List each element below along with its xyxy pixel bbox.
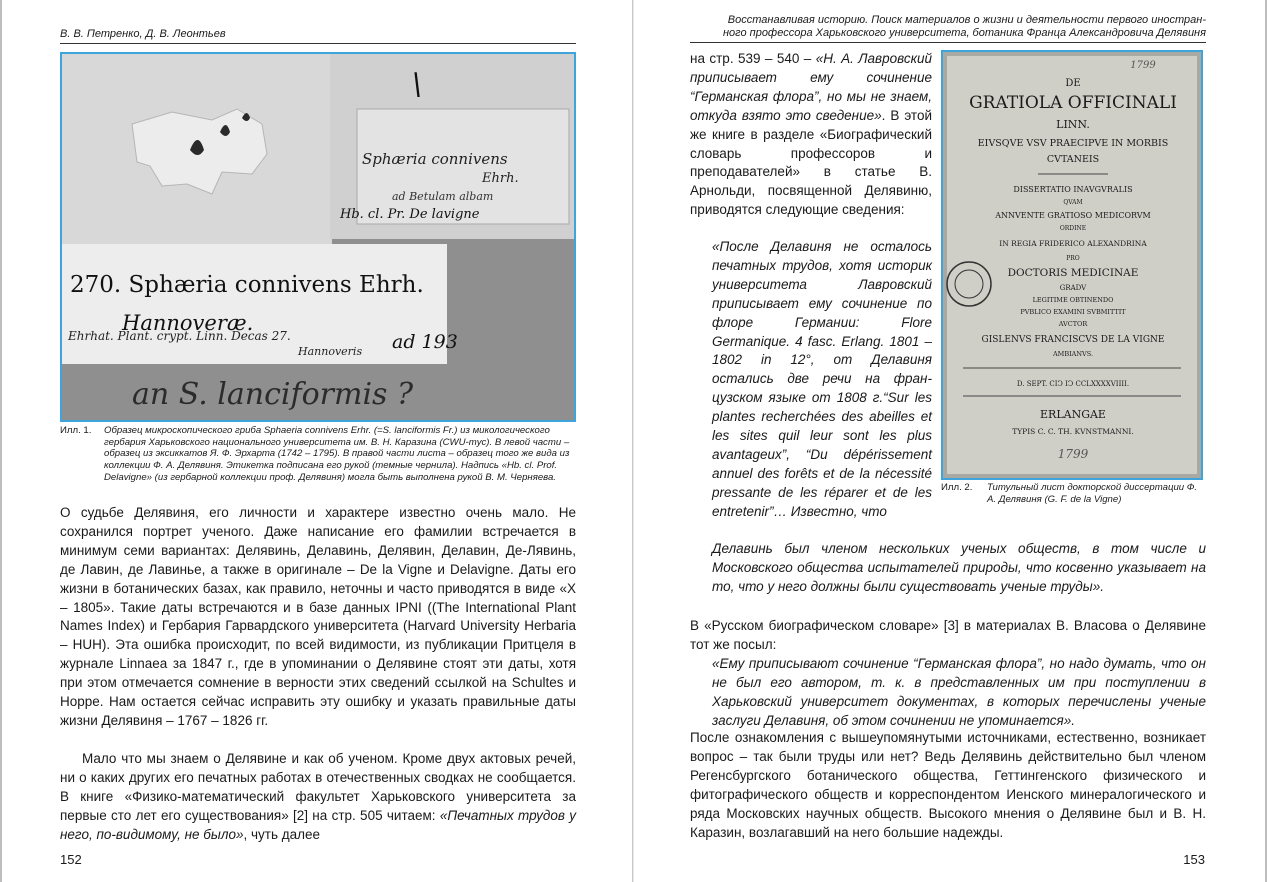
inline-quote: «Н. А. Лавровский приписывает ему сочинение “Германская флора”, но мы не знаем, откуда взято это сведение» xyxy=(690,51,932,123)
paragraph-text: на стр. 539 – 540 – xyxy=(690,51,816,66)
caption-number: Илл. 2. xyxy=(941,482,973,493)
figure-1-caption xyxy=(60,425,576,497)
right-page xyxy=(634,0,1267,882)
title-line: GISLENVS FRANCISCVS DE LA VIGNE xyxy=(981,335,1165,345)
label-main-text: 270. Sphæria connivens Ehrh. xyxy=(70,272,424,298)
block-quote: Делавинь был членом нескольких ученых обществ, в том числе и Московского общества испытателей природы, что косвенно указывает на то, что у него должны были существовать ученые труды». xyxy=(712,541,1206,594)
title-line: DE xyxy=(1065,78,1081,89)
title-line: ERLANGAE xyxy=(1040,408,1106,421)
running-head: В. В. Петренко, Д. В. Леонтьев xyxy=(60,28,576,44)
paragraph-text: Мало что мы знаем о Делявине и как об ученом. Кроме двух актовых речей, ни о каких других его печатных работах в отечественных сводках не сообщается. В книге «Физико-математический факультет Харьковского университета за первые сто лет его существования» [2] на стр. 505 читаем: xyxy=(60,751,576,823)
svg-text:\: \ xyxy=(412,67,423,102)
small-label-line: Hb. cl. Pr. De lavigne xyxy=(340,207,480,222)
pencil-note: 1799 xyxy=(1130,60,1156,71)
title-line: CVTANEIS xyxy=(1046,154,1100,165)
title-line: ANNVENTE GRATIOSO MEDICORVM xyxy=(995,211,1151,220)
caption-text: Образец микроскопического гриба Sphaeria connivens Erhr. (=S. lanciformis Fr.) из микологического гербария Харьковского национального университета им. В. Н. Каразина (CWU-myc). В левой части – образец из эксиккатов Я. Ф. Эрхарта (1742 – 1795). В правой части листа – образец того же вида из коллекции Ф. А. Делявиня. Этикетка подписана его рукой (темные чернила). Надпись «Hb. cl. Prof. Delavigne» (из гербарной коллекции проф. Делявиня) могла быть выполнена рукой В. М. Черняева. xyxy=(104,425,570,483)
handwriting-line: Ehrhat. Plant. crypt. Linn. Decas 27. xyxy=(68,329,291,343)
block-quote: «Ему приписывают сочинение “Германская флора”, но надо думать, что он не был его автором, т. к. в представленных им при поступлении в Харьковский университет документах, в которых перечислены ученые заслуги Делавиня, об этом сочинении не упоминается». xyxy=(712,656,1206,728)
label-locality-text: Hannoveræ. xyxy=(122,311,254,335)
title-line: LEGITIME OBTINENDO xyxy=(1032,296,1114,304)
title-line: PVBLICO EXAMINI SVBMITTIT xyxy=(1020,308,1126,316)
title-line: EIVSQVE VSV PRAECIPVE IN MORBIS xyxy=(977,138,1169,149)
caption-number: Илл. 1. xyxy=(60,425,92,436)
handwriting-line: ad 193 xyxy=(392,331,458,353)
block-quote: «После Делавиня не осталось печатных трудов, хотя историк университета Лавровский приписывает ему сочинение по флоре Германии: Flore Germanique. 4 fasc. Erlang. 1801 – 1802 in 12°, от Делавиня остались две речи на французском языке от 1808 г.“Sur les plantes recherchées des abeilles et les sites quil leur sont les plus avantageux”, “Du dépérissement annuel des forêts et de la nécessité pressante de les réparer et de les entretenir”… Известно, что xyxy=(712,239,932,519)
title-line: QVAM xyxy=(1063,199,1083,206)
bottom-handwriting: an S. lanciformis ? xyxy=(132,377,414,412)
figure-2-caption xyxy=(941,482,1203,510)
title-line: DOCTORIS MEDICINAE xyxy=(1007,267,1139,279)
running-head xyxy=(690,14,1206,43)
title-line: AMBIANVS. xyxy=(1052,350,1094,358)
title-line: 1799 xyxy=(1057,447,1089,461)
title-line: IN REGIA FRIDERICO ALEXANDRINA xyxy=(999,239,1147,248)
title-line: PRO xyxy=(1066,255,1080,262)
page-edge xyxy=(0,0,2,882)
left-page xyxy=(0,0,633,882)
title-line: D. SEPT. CIↃ IↃ CCLXXXXVIIII. xyxy=(1016,380,1130,388)
inline-quote: «Печатных трудов у него, по-видимому, не было» xyxy=(60,807,576,842)
paragraph xyxy=(690,50,932,220)
title-line: GRADV xyxy=(1059,284,1087,292)
paragraph-text: , чуть далее xyxy=(243,826,321,842)
running-head-line: ного профессора Харьковского университета, ботаника Франца Александровича Делявиня xyxy=(723,27,1206,39)
small-label-line: ad Betulam albam xyxy=(392,190,494,203)
title-line: ORDINE xyxy=(1059,225,1087,232)
title-line: TYPIS C. C. TH. KVNSTMANNI. xyxy=(1012,427,1134,436)
herbarium-specimen-photo xyxy=(60,52,576,422)
title-line: GRATIOLA OFFICINALI xyxy=(969,93,1177,113)
title-line: DISSERTATIO INAVGVRALIS xyxy=(1013,185,1133,194)
handwriting-line: Hannoveris xyxy=(298,345,363,358)
small-label-line: Sphæria connivens xyxy=(362,150,508,168)
dissertation-title-page-photo xyxy=(941,50,1203,480)
paragraph xyxy=(60,750,576,845)
small-label-line: Ehrh. xyxy=(482,171,519,186)
running-head-line: Восстанавливая историю. Поиск материалов о жизни и деятельности первого иностран- xyxy=(727,14,1206,26)
paragraph: После ознакомления с вышеупомянутыми источниками, естественно, возникает вопрос – так были труды или нет? Ведь Делявинь действительно был членом Регенсбургского ботанического общества, Геттингенского физического и фитографического обществ и корреспондентом Иенского минералогического и ряда Московских научных обществ. Высокого мнения о Делявине был и В. Н. Каразин, возлагавший на него большие надежды. xyxy=(690,730,1206,840)
caption-text: Титульный лист докторской диссертации Ф. А. Делявиня (G. F. de la Vigne) xyxy=(987,482,1198,505)
title-line: LINN. xyxy=(1056,118,1090,131)
paragraph-text: . В этой же книге в разделе «Биографический словарь профессоров и преподавателей» в статье В. Арнольди, посвященной Делявиню, приводятся следующие сведения: xyxy=(690,107,932,218)
paragraph: В «Русском биографическом словаре» [3] в материалах В. Власова о Делявине тот же посыл: xyxy=(690,618,1206,652)
title-line: AVCTOR xyxy=(1058,320,1088,328)
page-number: 153 xyxy=(1183,852,1205,867)
page-number: 152 xyxy=(60,852,82,867)
paragraph: О судьбе Делявиня, его личности и характере известно очень мало. Не сохранился портрет ученого. Даже написание его фамилии встречается в минимум семи вариантах: Делявинь, Делавинь, Делявин, Делавин, Де-Лявинь, де Лавин, де Лавинье, а также в оригинале – De la Vigne и Delavigne. Даты его жизни в ботанических базах, как правило, неточны и часто приводятся в виде «X – 1805». Такие даты встречаются и в базе данных IPNI ((The International Plant Names Index) и Гербария Гарвардского университета (Harvard University Herbaria – HUH). Эта ошибка происходит, по всей видимости, из публикации Притцеля в журнале Linnaea за 1847 г., где в упоминании о Делявине стоят эти даты, хотя при этом отмечается сомнение в верности этих сведений ссылкой на Schultes и Hoppe. Нам остается сейчас исправить эту ошибку и указать правильные даты жизни Делявиня – 1767 – 1826 гг. xyxy=(60,505,576,728)
